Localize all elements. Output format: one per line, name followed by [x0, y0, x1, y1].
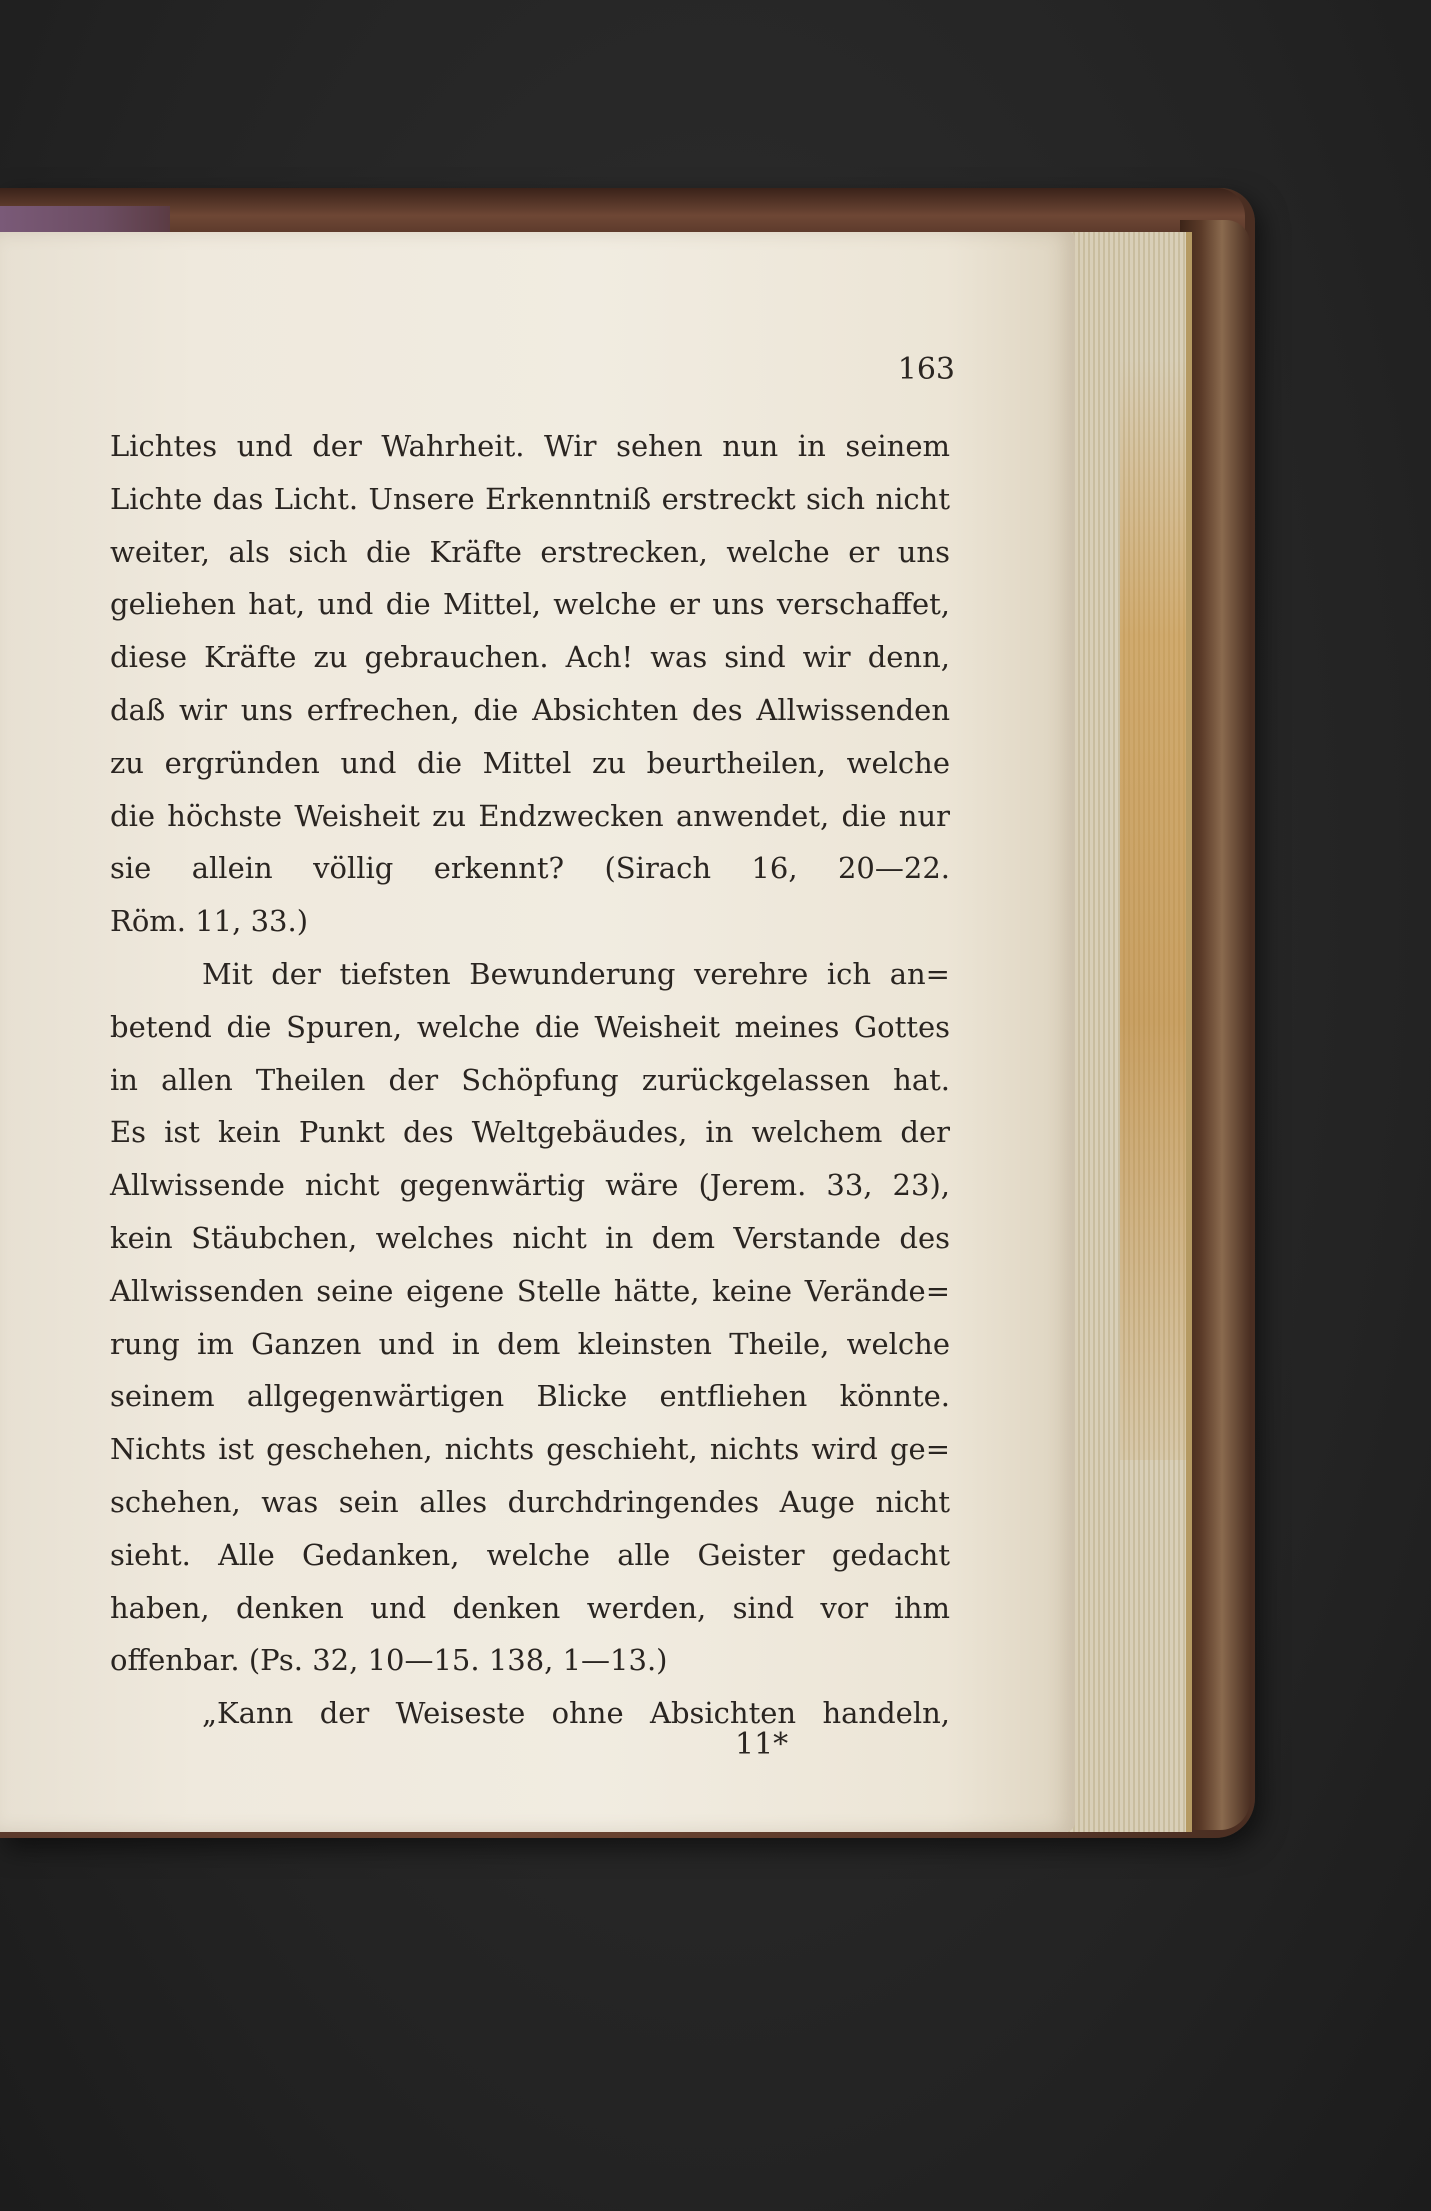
paragraph-start-line: Mit der tiefsten Bewunderung verehre ich an=: [202, 956, 950, 991]
text-line: Allwissende nicht gegenwärtig wäre (Jerem. 33, 23),: [110, 1168, 950, 1203]
text-line: in allen Theilen der Schöpfung zurückgelassen hat.: [110, 1062, 950, 1097]
text-line: rung im Ganzen und in dem kleinsten Theile, welche: [110, 1326, 950, 1361]
text-line: sie allein völlig erkennt? (Sirach 16, 20—22.: [110, 851, 950, 886]
page-text: [110, 420, 950, 1740]
text-line: weiter, als sich die Kräfte erstrecken, welche er uns: [110, 534, 950, 569]
signature-mark: 11*: [735, 1727, 789, 1762]
text-line: Lichtes und der Wahrheit. Wir sehen nun in seinem: [110, 429, 950, 463]
page-edge-stain: [1120, 360, 1186, 1460]
text-line: offenbar. (Ps. 32, 10—15. 138, 1—13.): [110, 1643, 668, 1678]
text-line: zu ergründen und die Mittel zu beurtheilen, welche: [110, 745, 950, 780]
text-line: Lichte das Licht. Unsere Erkenntniß erstreckt sich nicht: [110, 481, 950, 516]
page-number: 163: [897, 352, 955, 387]
text-line: die höchste Weisheit zu Endzwecken anwendet, die nur: [110, 798, 950, 833]
text-line: daß wir uns erfrechen, die Absichten des Allwissenden: [110, 692, 950, 727]
text-line: geliehen hat, und die Mittel, welche er uns verschaffet,: [110, 587, 950, 622]
text-line: seinem allgegenwärtigen Blicke entfliehen könnte.: [110, 1379, 950, 1414]
text-line: schehen, was sein alles durchdringendes Auge nicht: [110, 1484, 950, 1519]
text-line: Röm. 11, 33.): [110, 904, 309, 939]
text-line: Es ist kein Punkt des Weltgebäudes, in welchem der: [110, 1115, 950, 1150]
text-line: diese Kräfte zu gebrauchen. Ach! was sind wir denn,: [110, 640, 950, 675]
text-line: haben, denken und denken werden, sind vor ihm: [110, 1590, 950, 1625]
paragraph-start-line: „Kann der Weiseste ohne Absichten handeln,: [202, 1696, 950, 1731]
text-line: kein Stäubchen, welches nicht in dem Verstande des: [110, 1220, 950, 1255]
text-line: sieht. Alle Gedanken, welche alle Geister gedacht: [110, 1537, 950, 1572]
text-line: Allwissenden seine eigene Stelle hätte, keine Verände=: [110, 1273, 950, 1308]
text-line: betend die Spuren, welche die Weisheit meines Gottes: [110, 1009, 950, 1044]
text-line: Nichts ist geschehen, nichts geschieht, nichts wird ge=: [110, 1432, 950, 1467]
